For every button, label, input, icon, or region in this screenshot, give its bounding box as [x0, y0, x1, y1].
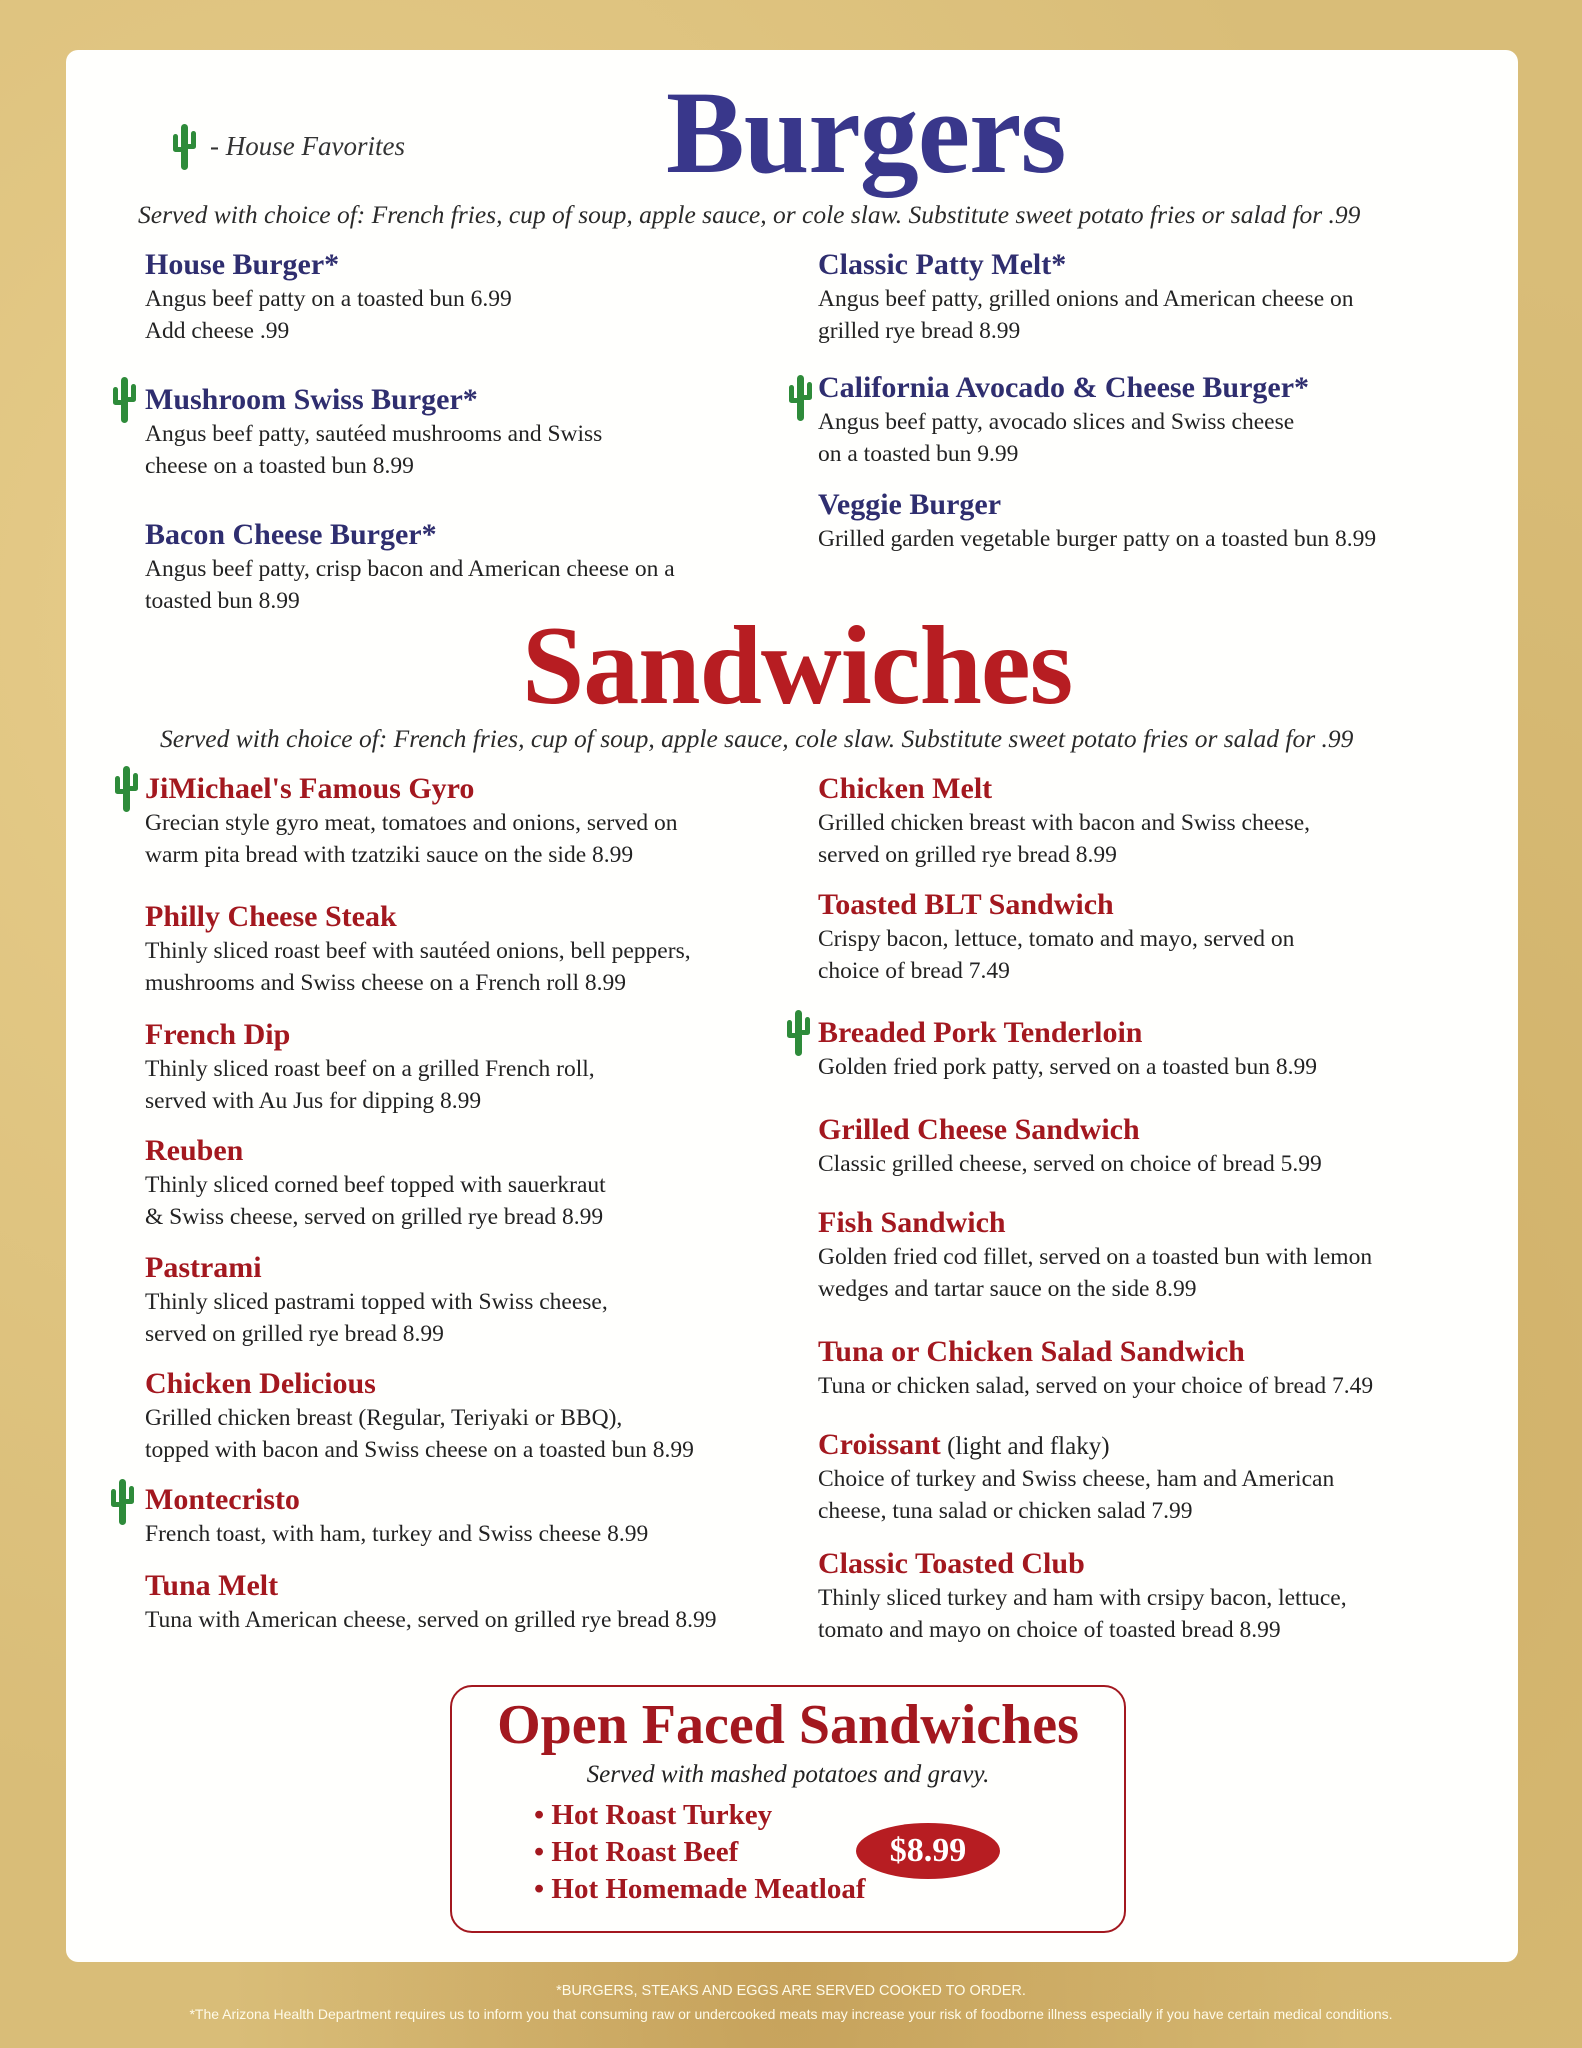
cactus-icon [786, 1008, 810, 1056]
open-faced-title: Open Faced Sandwiches [497, 1694, 1079, 1756]
menu-item [145, 1569, 785, 1636]
item-name: Montecristo [145, 1483, 300, 1516]
item-name-text: Croissant [818, 1428, 941, 1461]
menu-item [818, 1016, 1498, 1083]
item-desc: wedges and tartar sauce on the side 8.99 [818, 1276, 1197, 1303]
menu-item [145, 248, 785, 348]
menu-item [818, 888, 1498, 988]
item-name: Fish Sandwich [818, 1206, 1006, 1239]
item-desc: Thinly sliced turkey and ham with crsipy bacon, lettuce, [818, 1584, 1347, 1611]
item-desc: Thinly sliced roast beef on a grilled French roll, [145, 1055, 595, 1082]
list-item: • Hot Homemade Meatloaf [534, 1873, 866, 1906]
menu-item [818, 248, 1498, 348]
item-desc: French toast, with ham, turkey and Swiss cheese 8.99 [145, 1520, 649, 1547]
open-faced-box [450, 1685, 1126, 1933]
cactus-icon [114, 764, 138, 812]
item-name: Grilled Cheese Sandwich [818, 1113, 1140, 1146]
item-name: Breaded Pork Tenderloin [818, 1016, 1143, 1049]
item-name: Classic Patty Melt* [818, 248, 1067, 281]
list-item: • Hot Roast Beef [534, 1836, 739, 1869]
menu-item [818, 1547, 1498, 1647]
legend [172, 122, 405, 170]
open-faced-subtitle: Served with mashed potatoes and gravy. [586, 1761, 990, 1788]
item-name: Veggie Burger [818, 488, 1002, 521]
list-item: • Hot Roast Turkey [534, 1799, 773, 1831]
item-name: JiMichael's Famous Gyro [145, 772, 475, 805]
menu-item [818, 1428, 1498, 1528]
item-name: Classic Toasted Club [818, 1547, 1085, 1580]
item-name: Reuben [145, 1134, 244, 1167]
item-desc: Golden fried pork patty, served on a toasted bun 8.99 [818, 1053, 1318, 1080]
item-desc: warm pita bread with tzatziki sauce on the side 8.99 [145, 842, 634, 869]
item-desc: Angus beef patty, crisp bacon and American cheese on a [145, 555, 675, 582]
menu-item [818, 1113, 1498, 1180]
menu-item [145, 1483, 785, 1550]
item-desc: cheese, tuna salad or chicken salad 7.99 [818, 1498, 1193, 1525]
item-desc: served on grilled rye bread 8.99 [818, 842, 1117, 869]
item-name: California Avocado & Cheese Burger* [818, 371, 1310, 404]
legend-label: - House Favorites [210, 130, 405, 161]
menu-item [145, 1251, 785, 1351]
item-name: House Burger* [145, 248, 340, 281]
item-desc: tomato and mayo on choice of toasted bread 8.99 [818, 1617, 1281, 1644]
footer-note: *BURGERS, STEAKS AND EGGS ARE SERVED COOKED TO ORDER. [556, 1983, 1026, 1999]
item-name: Toasted BLT Sandwich [818, 888, 1114, 921]
item-desc: on a toasted bun 9.99 [818, 441, 1019, 468]
item-desc: choice of bread 7.49 [818, 958, 1010, 985]
item-desc: Tuna with American cheese, served on grilled rye bread 8.99 [145, 1606, 717, 1633]
item-name: Chicken Melt [818, 772, 993, 805]
item-desc: Golden fried cod fillet, served on a toasted bun with lemon [818, 1243, 1373, 1270]
menu-item [818, 772, 1498, 872]
item-desc: Choice of turkey and Swiss cheese, ham and American [818, 1465, 1335, 1492]
menu-item [145, 383, 785, 483]
cactus-icon [112, 375, 136, 423]
item-desc: Tuna or chicken salad, served on your choice of bread 7.49 [818, 1372, 1374, 1399]
item-name: Pastrami [145, 1251, 262, 1284]
item-desc: served on grilled rye bread 8.99 [145, 1321, 444, 1348]
item-desc: mushrooms and Swiss cheese on a French roll 8.99 [145, 970, 627, 997]
menu-item [145, 900, 785, 1000]
item-name: Philly Cheese Steak [145, 900, 397, 933]
menu-item [818, 1335, 1498, 1402]
item-name: Bacon Cheese Burger* [145, 518, 437, 551]
item-desc: Crispy bacon, lettuce, tomato and mayo, served on [818, 925, 1295, 952]
item-note: (light and flaky) [940, 1433, 1110, 1460]
item-desc: Angus beef patty, grilled onions and American cheese on [818, 285, 1354, 312]
item-desc: Grilled chicken breast with bacon and Swiss cheese, [818, 809, 1311, 836]
item-desc: Angus beef patty, avocado slices and Swiss cheese [818, 408, 1295, 435]
item-desc: Angus beef patty on a toasted bun 6.99 [145, 285, 512, 312]
item-desc: grilled rye bread 8.99 [818, 318, 1021, 345]
item-desc: Thinly sliced corned beef topped with sauerkraut [145, 1171, 606, 1198]
open-faced-list [534, 1797, 865, 1908]
item-desc: topped with bacon and Swiss cheese on a toasted bun 8.99 [145, 1437, 694, 1464]
menu-item [145, 772, 785, 872]
item-desc: & Swiss cheese, served on grilled rye bread 8.99 [145, 1204, 604, 1231]
item-name: French Dip [145, 1018, 291, 1051]
item-desc: Thinly sliced pastrami topped with Swiss cheese, [145, 1288, 608, 1315]
sandwiches-title: Sandwiches [522, 604, 1073, 728]
sandwiches-subtitle: Served with choice of: French fries, cup of soup, apple sauce, cole slaw. Substitute sweet potato fries or salad for .99 [160, 724, 1354, 753]
burgers-title: Burgers [666, 67, 1066, 198]
item-name: Tuna Melt [145, 1569, 279, 1602]
menu-item [818, 371, 1498, 471]
item-desc: Grilled chicken breast (Regular, Teriyaki or BBQ), [145, 1404, 623, 1431]
item-desc: Angus beef patty, sautéed mushrooms and Swiss [145, 420, 603, 447]
item-name: Tuna or Chicken Salad Sandwich [818, 1335, 1245, 1368]
menu-item [145, 1134, 785, 1234]
burgers-subtitle: Served with choice of: French fries, cup of soup, apple sauce, or cole slaw. Substitute sweet potato fries or salad for .99 [138, 200, 1361, 229]
item-name [818, 1428, 1498, 1463]
menu-item [818, 1206, 1498, 1306]
item-desc: Grecian style gyro meat, tomatoes and onions, served on [145, 809, 678, 836]
item-desc: Classic grilled cheese, served on choice of bread 5.99 [818, 1150, 1322, 1177]
price-badge: $8.99 [856, 1823, 1000, 1879]
menu-item [145, 1018, 785, 1118]
item-desc: served with Au Jus for dipping 8.99 [145, 1088, 482, 1115]
item-desc: cheese on a toasted bun 8.99 [145, 453, 414, 480]
item-desc: toasted bun 8.99 [145, 588, 300, 615]
menu-item [818, 488, 1498, 555]
footer-disclaimer: *The Arizona Health Department requires us to inform you that consuming raw or undercooked meats may increase your risk of foodborne illness especially if you have certain medical conditions. [189, 2006, 1393, 2022]
item-desc: Grilled garden vegetable burger patty on a toasted bun 8.99 [818, 525, 1377, 552]
cactus-icon [172, 122, 196, 170]
menu-card [66, 50, 1518, 1962]
menu-item [145, 1367, 785, 1467]
item-desc: Add cheese .99 [145, 318, 290, 345]
cactus-icon [788, 373, 812, 421]
item-name: Chicken Delicious [145, 1367, 376, 1400]
item-desc: Thinly sliced roast beef with sautéed onions, bell peppers, [145, 937, 691, 964]
item-name: Mushroom Swiss Burger* [145, 383, 478, 416]
cactus-icon [110, 1477, 134, 1525]
